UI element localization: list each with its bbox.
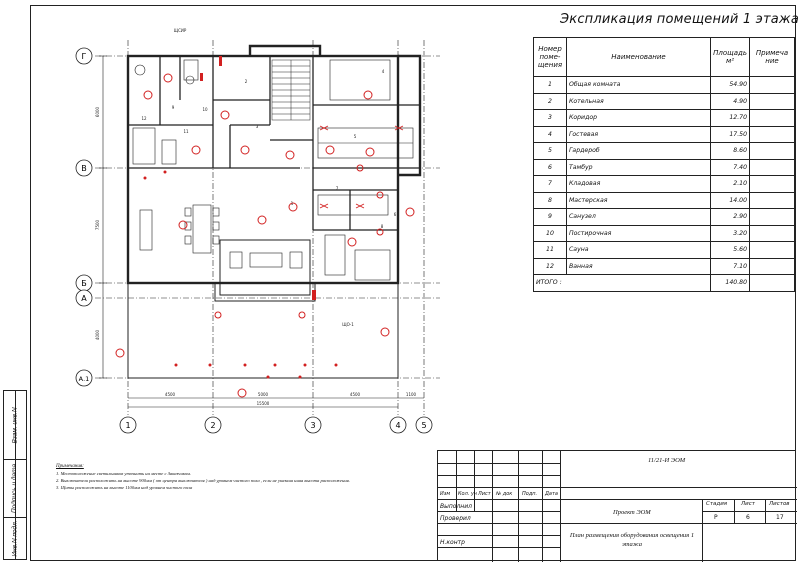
explication-row: [534, 93, 795, 110]
dimension-label: 4500: [349, 392, 361, 397]
room-number-cell: 5: [534, 143, 567, 160]
note-line: 2. Выключатели расположить на высоте 900мм ( от центра выключателя ) над уровнем чистого пола , если не указана иная высота расположения.: [56, 478, 350, 483]
explication-row: [534, 77, 795, 94]
explication-row: [534, 225, 795, 242]
axis-col-label: 1: [125, 421, 131, 430]
binding-inv-podl: Инв.N подл.: [11, 519, 19, 557]
room-area-cell: 8.60: [711, 143, 750, 160]
plan-label-shield: ЩО-1: [342, 322, 354, 327]
room-number-cell: 2: [534, 93, 567, 110]
room-number-cell: 6: [534, 159, 567, 176]
room-area-cell: 12.70: [711, 110, 750, 127]
explication-row: [534, 110, 795, 127]
notes-block: [56, 463, 350, 491]
total-label: ИТОГО :: [534, 275, 711, 292]
room-number: 11: [183, 129, 189, 134]
axis-col-label: 2: [210, 421, 216, 430]
dimension-label: 4000: [95, 329, 100, 341]
room-note-cell: [750, 126, 795, 143]
dimension-label: 7500: [95, 219, 100, 231]
explication-row: [534, 143, 795, 160]
room-note-cell: [750, 176, 795, 193]
room-number: 8: [380, 224, 384, 229]
room-note-cell: [750, 159, 795, 176]
sheets-value: 17: [776, 514, 784, 521]
room-number-cell: 10: [534, 225, 567, 242]
room-area-cell: 7.10: [711, 258, 750, 275]
role-vypolnil: Выполнил: [440, 503, 472, 510]
room-area-cell: 2.10: [711, 176, 750, 193]
room-note-cell: [750, 93, 795, 110]
explication-table: [533, 37, 795, 292]
total-area: 140.80: [711, 275, 750, 292]
col-header-podp: Подп.: [522, 491, 538, 497]
room-note-cell: [750, 242, 795, 259]
room-name-cell: Общая комната: [566, 77, 710, 94]
room-number: 5: [353, 134, 357, 139]
room-area-cell: 2.90: [711, 209, 750, 226]
axis-row-label: А: [81, 294, 87, 303]
axis-col-label: 4: [395, 421, 401, 430]
plan-label-gate: ЩСИР: [173, 28, 187, 33]
room-note-cell: [750, 77, 795, 94]
col-header-list: Лист: [478, 491, 491, 497]
axis-row-label: А.1: [78, 375, 90, 383]
note-line: 1. Местоположение светильников уточнить на месте с Заказчиком.: [56, 471, 191, 476]
dimension-total-label: 15500: [256, 401, 270, 406]
explication-body: [534, 77, 795, 275]
room-area-cell: 17.50: [711, 126, 750, 143]
binding-vzam-inv: Взам. инв.N: [4, 391, 26, 460]
axis-row-label: В: [81, 164, 87, 173]
room-number-cell: 11: [534, 242, 567, 259]
header-num: Номер поме-щения: [534, 38, 567, 77]
header-area: Площадь м²: [711, 38, 750, 77]
room-note-cell: [750, 225, 795, 242]
explication-total-row: [534, 275, 795, 292]
sheet-label: Лист: [741, 501, 755, 507]
sheet-value: 6: [746, 514, 750, 521]
room-number: 3: [255, 124, 259, 129]
room-number: 10: [202, 107, 208, 112]
col-header-data: Дата: [545, 491, 558, 497]
sheet-title: План размещения оборудования освещения 1 этажа: [569, 532, 695, 548]
room-area-cell: 7.40: [711, 159, 750, 176]
note-line: 3. Щиты расположить на высоте 1100мм над уровнем чистого пола: [56, 485, 193, 490]
dimension-label: 1100: [405, 392, 417, 397]
explication-row: [534, 126, 795, 143]
room-name-cell: Постирочная: [566, 225, 710, 242]
explication-row: [534, 159, 795, 176]
explication-row: [534, 176, 795, 193]
stage-value: Р: [714, 514, 718, 521]
room-number-cell: 8: [534, 192, 567, 209]
col-header-ndoc: № док: [496, 491, 513, 497]
room-number-cell: 3: [534, 110, 567, 127]
room-name-cell: Мастерская: [566, 192, 710, 209]
binding-podp-data: Подпись и дата: [4, 459, 26, 518]
col-header-kol: Кол. уч: [458, 491, 477, 497]
room-note-cell: [750, 143, 795, 160]
room-note-cell: [750, 258, 795, 275]
room-name-cell: Тамбур: [566, 159, 710, 176]
room-number-cell: 4: [534, 126, 567, 143]
room-area-cell: 5.60: [711, 242, 750, 259]
room-name-cell: Котельная: [566, 93, 710, 110]
axis-row-label: Г: [81, 52, 87, 61]
role-nkontr: Н.контр: [440, 539, 465, 546]
room-number-cell: 1: [534, 77, 567, 94]
room-note-cell: [750, 192, 795, 209]
room-name-cell: Ванная: [566, 258, 710, 275]
room-number-cell: 9: [534, 209, 567, 226]
dimension-label: 4500: [164, 392, 176, 397]
explication-row: [534, 209, 795, 226]
room-number: 7: [335, 186, 339, 191]
room-name-cell: Гостевая: [566, 126, 710, 143]
header-name: Наименование: [566, 38, 710, 77]
room-number: 2: [244, 79, 248, 84]
room-number: 12: [141, 116, 147, 121]
explication-row: [534, 242, 795, 259]
room-name-cell: Сауна: [566, 242, 710, 259]
sheets-label: Листов: [769, 501, 790, 507]
room-note-cell: [750, 110, 795, 127]
room-area-cell: 3.20: [711, 225, 750, 242]
room-number: 4: [381, 69, 385, 74]
room-name-cell: Коридор: [566, 110, 710, 127]
axis-col-label: 5: [421, 421, 427, 430]
room-area-cell: 14.00: [711, 192, 750, 209]
room-number: 1: [290, 201, 294, 206]
total-note: [750, 275, 795, 292]
header-note: Примеча ние: [750, 38, 795, 77]
room-number-cell: 12: [534, 258, 567, 275]
dimension-label: 6000: [95, 106, 100, 118]
room-name-cell: Кладовая: [566, 176, 710, 193]
explication-row: [534, 258, 795, 275]
dimension-label: 5000: [257, 392, 269, 397]
axis-row-label: Б: [81, 279, 87, 288]
stage-label: Стадия: [706, 501, 728, 507]
room-number: 6: [393, 212, 397, 217]
role-proveril: Проверил: [440, 515, 471, 522]
doc-code: 11/21-И ЭОМ: [648, 457, 686, 464]
room-number-cell: 7: [534, 176, 567, 193]
room-name-cell: Санузел: [566, 209, 710, 226]
room-name-cell: Гардероб: [566, 143, 710, 160]
title-block: [437, 450, 796, 561]
col-header-izm: Изм: [440, 491, 451, 497]
project-name: Проект ЭОМ: [613, 509, 651, 516]
explication-header-row: [534, 38, 795, 77]
room-area-cell: 4.90: [711, 93, 750, 110]
explication-row: [534, 192, 795, 209]
room-number: 9: [171, 105, 175, 110]
room-area-cell: 54.90: [711, 77, 750, 94]
room-note-cell: [750, 209, 795, 226]
notes-heading: Примечания:: [56, 464, 84, 469]
axis-col-label: 3: [310, 421, 316, 430]
explication-title: Экспликация помещений 1 этажа: [560, 12, 799, 27]
